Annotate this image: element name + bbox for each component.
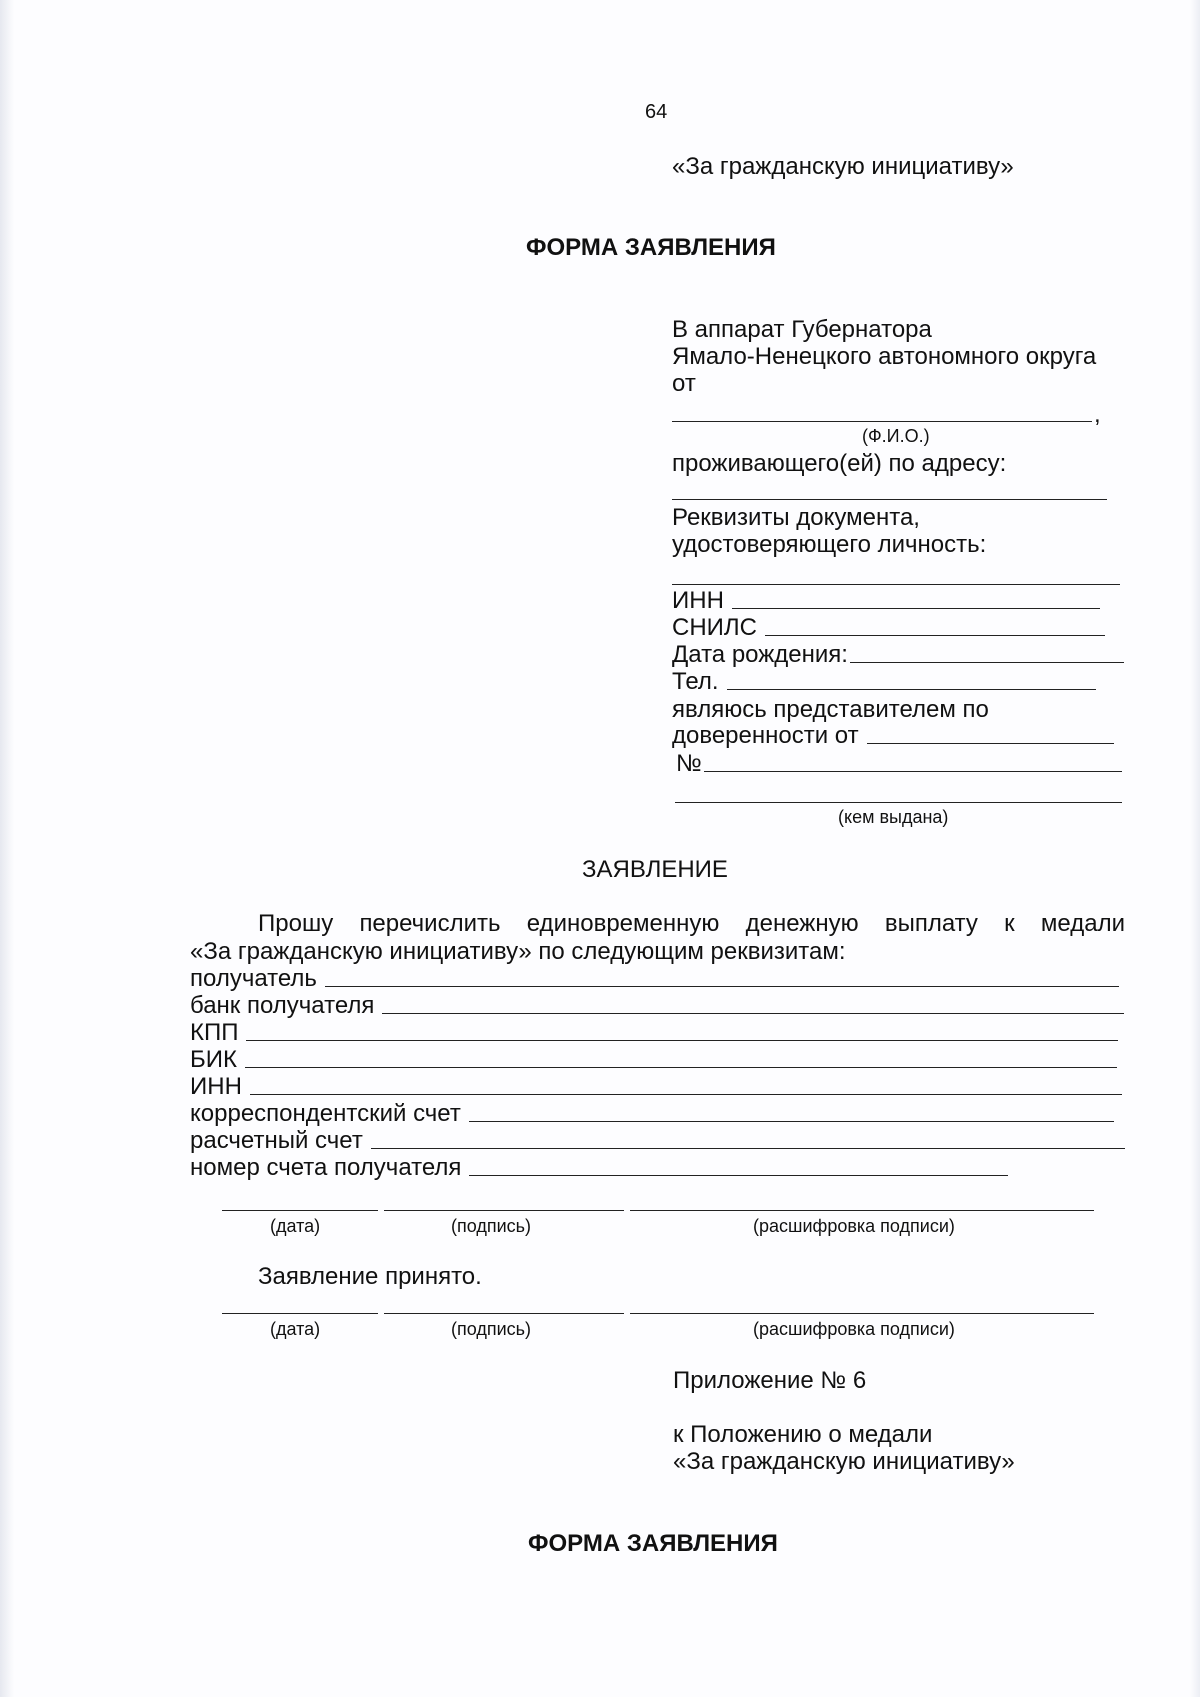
recipient-account-row — [190, 1154, 1008, 1180]
recipient-account-label: номер счета получателя — [190, 1154, 462, 1181]
number-sign-label: № — [676, 750, 702, 777]
scan-edge-right — [1190, 0, 1200, 1697]
snils-field[interactable] — [765, 635, 1105, 636]
signature-field[interactable] — [384, 1210, 624, 1211]
settlement-account-row — [190, 1127, 1125, 1153]
appendix-reference: к Положению о медали — [673, 1421, 933, 1448]
accepted-decoding-field[interactable] — [630, 1313, 1094, 1314]
body-inn-row — [190, 1073, 1122, 1099]
date-field[interactable] — [222, 1210, 378, 1211]
recipient-label: получатель — [190, 965, 317, 992]
header-medal-name: «За гражданскую инициативу» — [672, 153, 1014, 180]
issued-by-field[interactable] — [675, 802, 1122, 803]
addressee-line-2: Ямало-Ненецкого автономного округа — [672, 343, 1097, 370]
bik-field[interactable] — [245, 1067, 1117, 1068]
power-of-attorney-label: доверенности от — [672, 722, 859, 749]
signature-decoding-field[interactable] — [630, 1210, 1094, 1211]
phone-label: Тел. — [672, 668, 719, 695]
accepted-date-caption: (дата) — [270, 1319, 321, 1339]
bank-label: банк получателя — [190, 992, 375, 1019]
kpp-field[interactable] — [246, 1040, 1118, 1041]
recipient-account-field[interactable] — [469, 1175, 1008, 1176]
fio-caption: (Ф.И.О.) — [862, 426, 930, 446]
bik-label: БИК — [190, 1046, 237, 1073]
accepted-text: Заявление принято. — [258, 1263, 482, 1290]
birth-date-row — [672, 641, 1124, 667]
accepted-decoding-caption: (расшифровка подписи) — [753, 1319, 955, 1339]
decoding-caption: (расшифровка подписи) — [753, 1216, 955, 1236]
bik-row — [190, 1046, 1117, 1072]
address-label: проживающего(ей) по адресу: — [672, 450, 1007, 477]
id-doc-label-1: Реквизиты документа, — [672, 504, 920, 531]
inn-label: ИНН — [672, 587, 724, 614]
power-of-attorney-date-field[interactable] — [867, 743, 1114, 744]
body-inn-field[interactable] — [250, 1094, 1122, 1095]
form-title: ФОРМА ЗАЯВЛЕНИЯ — [526, 234, 776, 261]
phone-field[interactable] — [727, 689, 1096, 690]
id-doc-label-2: удостоверяющего личность: — [672, 531, 987, 558]
birth-date-label: Дата рождения: — [672, 641, 848, 668]
settlement-account-field[interactable] — [371, 1148, 1125, 1149]
fio-field[interactable] — [672, 421, 1092, 422]
phone-row — [672, 668, 1096, 694]
statement-title: ЗАЯВЛЕНИЕ — [582, 856, 728, 883]
addressee-from: от — [672, 370, 696, 397]
date-caption: (дата) — [270, 1216, 321, 1236]
kpp-label: КПП — [190, 1019, 239, 1046]
page-number: 64 — [645, 101, 668, 123]
power-of-attorney-row — [672, 722, 1114, 748]
representative-label: являюсь представителем по — [672, 696, 989, 723]
kpp-row — [190, 1019, 1118, 1045]
bank-row — [190, 992, 1124, 1018]
form-title-2: ФОРМА ЗАЯВЛЕНИЯ — [528, 1530, 778, 1557]
settlement-account-label: расчетный счет — [190, 1127, 363, 1154]
attorney-number-row — [676, 750, 1122, 776]
snils-label: СНИЛС — [672, 614, 757, 641]
addressee-line-1: В аппарат Губернатора — [672, 316, 932, 343]
inn-field[interactable] — [732, 608, 1100, 609]
corr-account-label: корреспондентский счет — [190, 1100, 461, 1127]
request-paragraph-line-2: «За гражданскую инициативу» по следующим реквизитам: — [190, 938, 846, 965]
corr-account-row — [190, 1100, 1114, 1126]
attorney-number-field[interactable] — [704, 771, 1122, 772]
bank-field[interactable] — [382, 1013, 1124, 1014]
fio-comma: , — [1094, 401, 1101, 428]
birth-date-field[interactable] — [850, 662, 1124, 663]
snils-row — [672, 614, 1105, 640]
body-inn-label: ИНН — [190, 1073, 242, 1100]
appendix-number: Приложение № 6 — [673, 1367, 867, 1394]
id-doc-field[interactable] — [672, 584, 1120, 585]
request-paragraph-line-1: Прошу перечислить единовременную денежную выплату к медали — [258, 910, 1125, 937]
address-field[interactable] — [672, 499, 1107, 500]
issued-by-caption: (кем выдана) — [838, 807, 949, 827]
recipient-row — [190, 965, 1119, 991]
appendix-medal-name: «За гражданскую инициативу» — [673, 1448, 1015, 1475]
accepted-date-field[interactable] — [222, 1313, 378, 1314]
accepted-signature-field[interactable] — [384, 1313, 624, 1314]
signature-caption: (подпись) — [451, 1216, 532, 1236]
accepted-signature-caption: (подпись) — [451, 1319, 532, 1339]
recipient-field[interactable] — [325, 986, 1119, 987]
inn-row — [672, 587, 1100, 613]
scan-edge-left — [0, 0, 14, 1697]
corr-account-field[interactable] — [469, 1121, 1114, 1122]
